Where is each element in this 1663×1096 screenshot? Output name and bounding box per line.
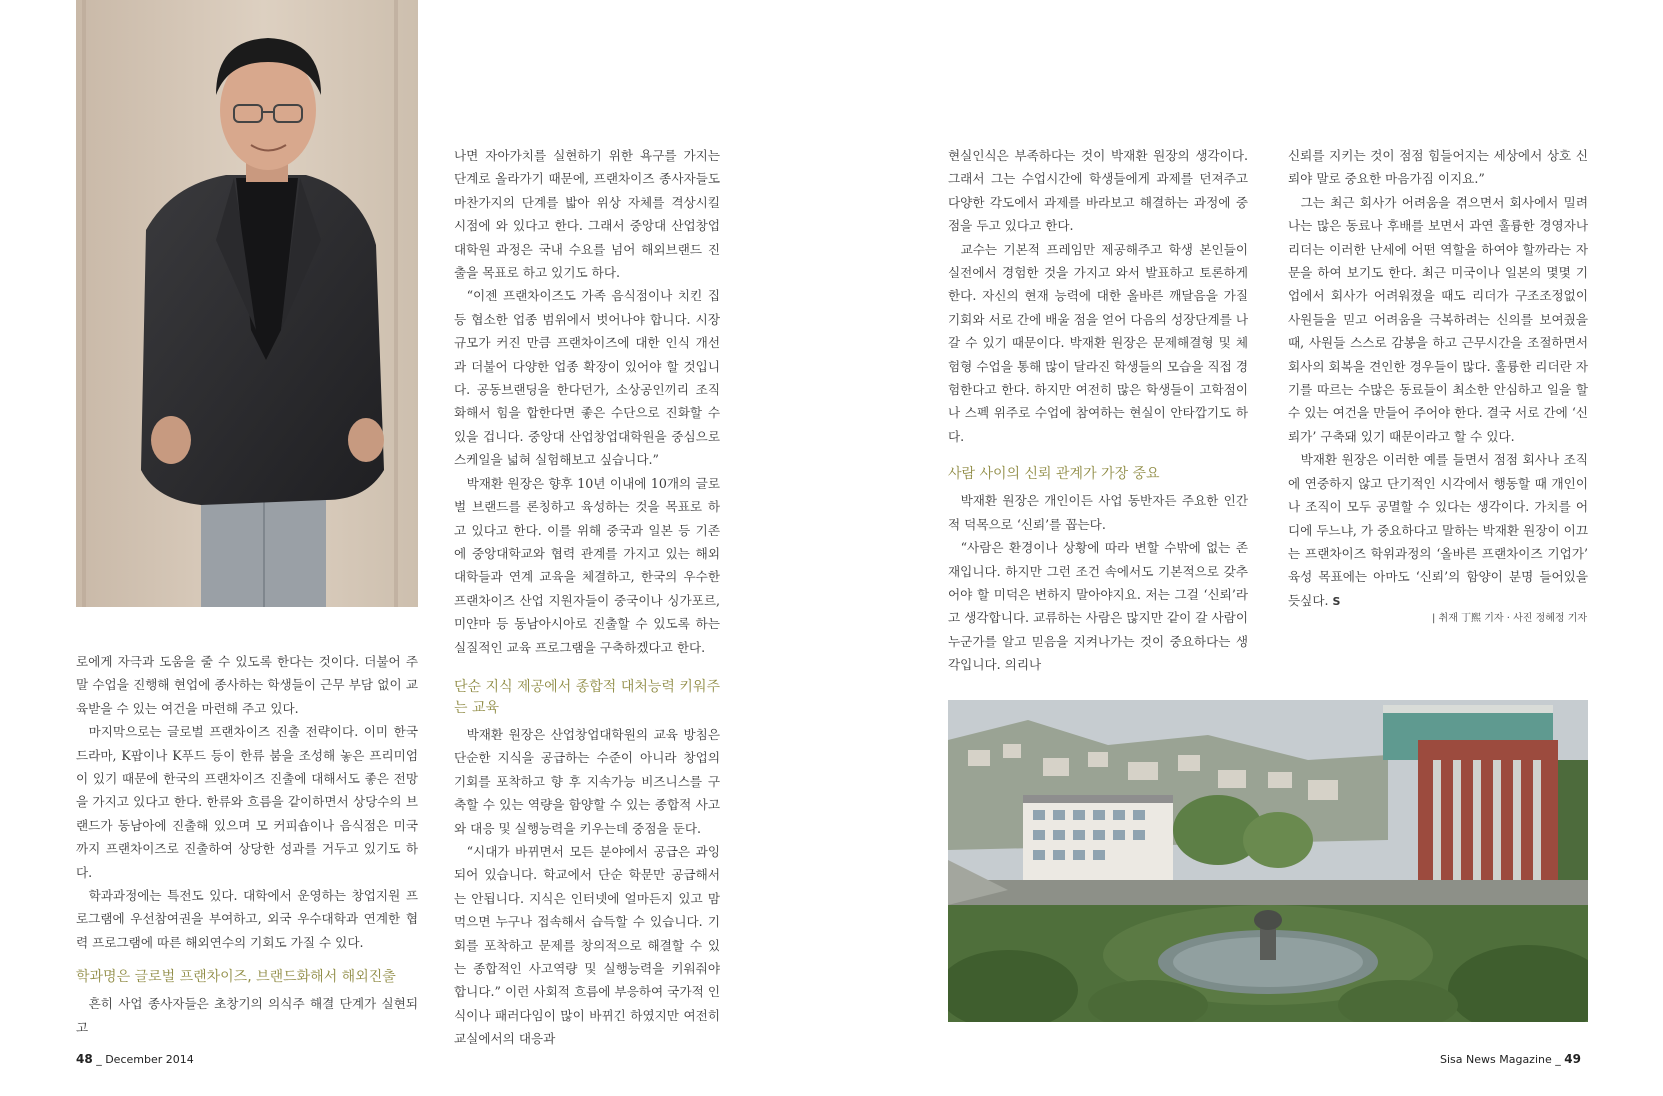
paragraph: 교수는 기본적 프레임만 제공해주고 학생 본인들이 실전에서 경험한 것을 가지고 와서 발표하고 토론하게 한다. 자신의 현재 능력에 대한 올바른 깨달음을 가질 기회와 서로 간에 배울 점을 얻어 다음의 성장단계를 나갈 수 있기 때문이다. 박재환 원장은 문제해결형 및 체험형 수업을 통해 많이 달라진 학생들의 모습을 직접 경험한다고 한다. 하지만 여전히 많은 학생들이 고학점이나 스펙 위주로 수업에 참여하는 현실이 안타깝기도 하다.: [948, 241, 1248, 444]
section-heading: 단순 지식 제공에서 종합적 대처능력 키워주는 교육: [454, 678, 720, 716]
footer-right: [1440, 1052, 1581, 1066]
column-1-top: [76, 650, 418, 1039]
issue-date: _ December 2014: [96, 1053, 194, 1066]
portrait-illustration: [76, 0, 418, 607]
magazine-name: Sisa News Magazine _: [1440, 1053, 1561, 1066]
paragraph: [1288, 448, 1588, 613]
paragraph: 학과과정에는 특전도 있다. 대학에서 운영하는 창업지원 프로그램에 우선참여권을 부여하고, 외국 우수대학과 연계한 협력 프로그램에 따른 해외연수의 기회도 가질 수 있다.: [76, 888, 418, 950]
column-3: [948, 144, 1248, 677]
paragraph: 마지막으로는 글로벌 프랜차이즈 진출 전략이다. 이미 한국 드라마, K팝이나 K푸드 등이 한류 붐을 조성해 놓은 프리미엄이 있기 때문에 한국의 프랜차이즈 진출에 대해서도 좋은 전망을 가지고 있다고 한다. 한류와 흐름을 같이하면서 상당수의 브랜드가 동남아에 진출해 있으며 모 커피숍이나 음식점은 미국까지 프랜차이즈로 진출하여 상당한 성과를 거두고 있기도 하다.: [76, 724, 418, 880]
section-heading: 사람 사이의 신뢰 관계가 가장 중요: [948, 466, 1160, 483]
page-number-right: 49: [1564, 1052, 1581, 1066]
column-2: [454, 144, 720, 1051]
paragraph: 그는 최근 회사가 어려움을 겪으면서 회사에서 밀려나는 많은 동료나 후배를 보면서 과연 훌륭한 경영자나 리더는 이러한 난세에 어떤 역할을 하여야 할까라는 자문을 하여 보기도 한다. 최근 미국이나 일본의 몇몇 기업에서 회사가 어려워졌을 때도 리더가 구조조정없이 사원들을 믿고 어려움을 극복하려는 신의를 보여줬을 때, 사원들 스스로 감봉을 하고 근무시간을 조절하면서 회사의 회복을 견인한 경우들이 많다. 훌륭한 리더란 자기를 따르는 수많은 동료들이 최소한 안심하고 일을 할 수 있는 여건을 만들어 주어야 한다. 결국 서로 간에 ‘신뢰가’ 구축돼 있기 때문이라고 할 수 있다.: [1288, 194, 1588, 444]
footer-left: [76, 1052, 194, 1066]
portrait-photo: [76, 0, 418, 607]
paragraph: 박재환 원장은 산업창업대학원의 교육 방침은 단순한 지식을 공급하는 수준이 아니라 창업의 기회를 포착하고 향 후 지속가능 비즈니스를 구축할 수 있는 역량을 함양할 수 있는 종합적 사고와 대응 및 실행능력을 키우는데 중점을 둔다.: [454, 726, 720, 836]
paragraph-text: 박재환 원장은 이러한 예를 들면서 점점 회사나 조직에 연중하지 않고 단기적인 시각에서 행동할 때 개인이나 조직이 모두 공멸할 수 있다는 생각이다. 가치를 어디에 두느냐, 가 중요하다고 말하는 박재환 원장이 이끄는 프랜차이즈 학위과정의 ‘올바른 프랜차이즈 기업가’ 육성 목표에는 아마도 ‘신뢰’의 함양이 분명 들어있을 듯싶다.: [1288, 452, 1588, 608]
page-number-left: 48: [76, 1052, 93, 1066]
paragraph: 나면 자아가치를 실현하기 위한 욕구를 가지는 단계로 올라가기 때문에, 프랜차이즈 종사자들도 마찬가지의 단계를 밟아 위상 자체를 격상시킬 시점에 와 있다고 한다. 그래서 중앙대 산업창업대학원 과정은 국내 수요를 넘어 해외브랜드 진출을 목표로 하고 있기도 하다.: [454, 148, 720, 281]
paragraph: 현실인식은 부족하다는 것이 박재환 원장의 생각이다. 그래서 그는 수업시간에 학생들에게 과제를 던져주고 다양한 각도에서 과제를 바라보고 해결하는 과정에 중점을 두고 있다고 한다.: [948, 148, 1248, 234]
paragraph: 흔히 사업 종사자들은 초창기의 의식주 해결 단계가 실현되고: [76, 996, 418, 1035]
photo-credit: | 취재 丁熙 기자 · 사진 정혜정 기자: [1432, 613, 1588, 624]
paragraph: “사람은 환경이나 상황에 따라 변할 수밖에 없는 존재입니다. 하지만 그런 조건 속에서도 기본적으로 갖추어야 할 미덕은 변하지 말아야지요. 저는 그걸 ‘신뢰’라고 생각합니다. 교류하는 사람은 많지만 같이 갈 사람이 누군가를 알고 믿음을 지켜나가는 것이 중요하다는 생각입니다. 의리나: [948, 540, 1248, 673]
campus-illustration: [948, 700, 1588, 1022]
paragraph: 신뢰를 지키는 것이 점점 힘들어지는 세상에서 상호 신뢰야 말로 중요한 마음가짐 이지요.”: [1288, 148, 1588, 187]
section-heading: 학과명은 글로벌 프랜차이즈, 브랜드화해서 해외진출: [76, 969, 396, 986]
paragraph: “시대가 바뀌면서 모든 분야에서 공급은 과잉되어 있습니다. 학교에서 단순 학문만 공급해서는 안됩니다. 지식은 인터넷에 얼마든지 있고 맘먹으면 누구나 접속해서 습득할 수 있습니다. 기회를 포착하고 문제를 창의적으로 해결할 수 있는 종합적인 사고역량 및 실행능력을 키워줘야 합니다.” 이런 사회적 흐름에 부응하여 국가적 인식이나 패러다임이 많이 바뀌긴 하였지만 여전히 교실에서의 대응과: [454, 843, 720, 1047]
paragraph: 로에게 자극과 도움을 줄 수 있도록 한다는 것이다. 더불어 주말 수업을 진행해 현업에 종사하는 학생들이 근무 부담 없이 교육받을 수 있는 여건을 마련해 주고 있다.: [76, 654, 418, 716]
campus-photo: [948, 700, 1588, 1022]
column-4: [1288, 144, 1588, 613]
paragraph: 박재환 원장은 개인이든 사업 동반자든 주요한 인간적 덕목으로 ‘신뢰’를 꼽는다.: [948, 493, 1248, 532]
paragraph: 박재환 원장은 향후 10년 이내에 10개의 글로벌 브랜드를 론칭하고 육성하는 것을 목표로 하고 있다고 한다. 이를 위해 중국과 일본 등 기존에 중앙대학교와 협력 관계를 가지고 있는 해외 대학들과 연계 교육을 체결하고, 한국의 우수한 프랜차이즈 산업 지원자들이 중국이나 싱가포르, 미얀마 등 동남아시아로 진출할 수 있도록 하는 실질적인 교육 프로그램을 구축하겠다고 한다.: [454, 475, 720, 655]
paragraph: “이젠 프랜차이즈도 가족 음식점이나 치킨 집 등 협소한 업종 범위에서 벗어나야 합니다. 시장 규모가 커진 만큼 프랜차이즈에 대한 인식 개선과 더불어 다양한 업종 확장이 있어야 할 것입니다. 공동브랜딩을 한다던가, 소상공인끼리 조직화해서 힘을 합한다면 좋은 수단으로 진화할 수 있을 겁니다. 중앙대 산업창업대학원을 중심으로 스케일을 넓혀 실험해보고 싶습니다.”: [454, 288, 720, 468]
end-mark: S: [1332, 594, 1341, 608]
